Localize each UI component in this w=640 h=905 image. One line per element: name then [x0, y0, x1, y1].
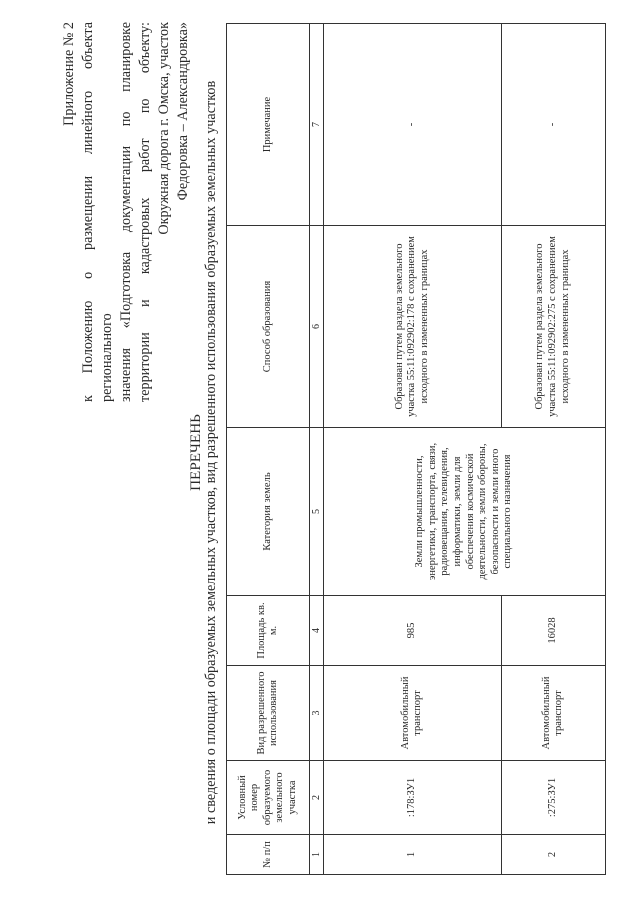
permitted-use: Автомобильный транспорт — [501, 666, 605, 761]
document-subtitle: и сведения о площади образуемых земельных участков, вид разрешенного использования образуемых земельных участков — [203, 80, 219, 825]
parcel-number: :275:ЗУ1 — [501, 761, 605, 835]
table-row — [324, 24, 501, 875]
column-number: 3 — [310, 666, 324, 761]
formation-method: Образован путем раздела земельного участка 55:11:092902:275 с сохранением исходного в измененных границах — [501, 226, 605, 428]
row-number: 1 — [324, 835, 501, 875]
header-cell-method: Способ образования — [227, 226, 310, 428]
land-category: Земли промышленности, энергетики, транспорта, связи, радиовещания, телевидения, информатики, земли для обеспечения космической деятельности, земли обороны, безопасности и земли иного специального назначения — [324, 428, 606, 596]
column-number: 4 — [310, 596, 324, 666]
appendix-line-6: Федоровка – Александровка» — [175, 22, 191, 201]
column-number: 7 — [310, 24, 324, 226]
appendix-line-3: значения «Подготовка документации по планировке — [118, 22, 134, 402]
appendix-line-2: к Положению о размещении линейного объекта регионального — [80, 22, 115, 402]
header-cell-parcel: Условный номер образуемого земельного участка — [227, 761, 310, 835]
column-number: 1 — [310, 835, 324, 875]
parcels-table — [226, 23, 606, 875]
header-cell-number: № п/п — [227, 835, 310, 875]
appendix-title: Приложение № 2 — [61, 22, 77, 126]
row-number: 2 — [501, 835, 605, 875]
column-number: 6 — [310, 226, 324, 428]
column-number: 5 — [310, 428, 324, 596]
header-cell-use: Вид разрешенного использования — [227, 666, 310, 761]
header-cell-note: Примечание — [227, 24, 310, 226]
formation-method: Образован путем раздела земельного участка 55:11:092902:178 с сохранением исходного в измененных границах — [324, 226, 501, 428]
column-number: 2 — [310, 761, 324, 835]
area-value: 16028 — [501, 596, 605, 666]
column-numbers-row — [310, 24, 324, 875]
parcel-number: :178:ЗУ1 — [324, 761, 501, 835]
table-header-row — [227, 24, 310, 875]
appendix-header — [60, 22, 193, 402]
area-value: 985 — [324, 596, 501, 666]
note-value: - — [501, 24, 605, 226]
appendix-line-4: территории и кадастровых работ по объекту: — [137, 22, 153, 402]
appendix-line-5: Окружная дорога г. Омска, участок — [156, 22, 172, 235]
header-cell-category: Категория земель — [227, 428, 310, 596]
permitted-use: Автомобильный транспорт — [324, 666, 501, 761]
header-cell-area: Площадь кв. м. — [227, 596, 310, 666]
note-value: - — [324, 24, 501, 226]
document-title: ПЕРЕЧЕНЬ — [187, 414, 204, 491]
